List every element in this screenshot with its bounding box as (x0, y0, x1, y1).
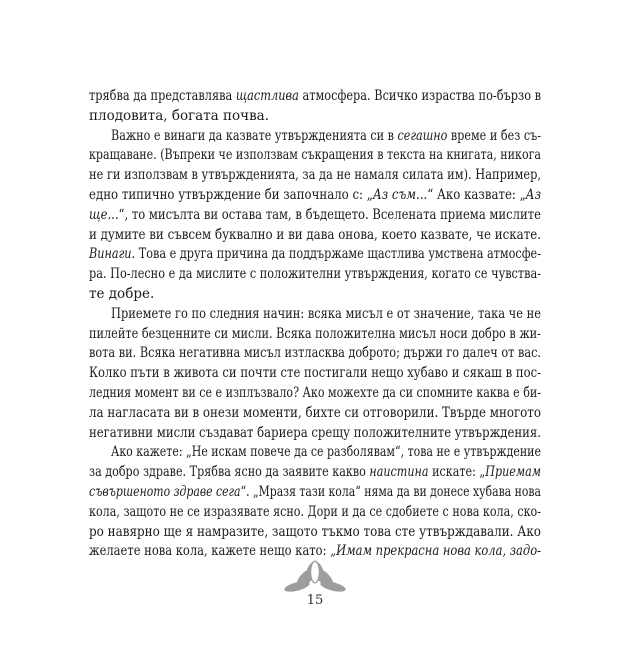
text-line: ро навярно ще я намразите, защото тъкмо това сте утвърждавали. Ако (89, 523, 541, 540)
text-line: Винаги. Това е друга причина да поддържаме щастлива умствена атмосфе- (89, 246, 542, 263)
lotus-ornament-svg (284, 559, 346, 597)
text-line: негативни мисли създават бариера срещу положителните утвърждения. (89, 424, 541, 441)
text-line: кращаване. (Въпреки че използвам съкращения в текста на книгата, никога (89, 147, 541, 164)
text-line: пилейте безценните си мисли. Всяка положителна мисъл носи добро в жи- (89, 325, 541, 342)
text-line: не ги използвам в утвържденията, за да не намаля силата им). Например, (89, 167, 541, 184)
text-line: ще...“, то мисълта ви остава там, в бъдещето. Вселената приема мислите (89, 206, 541, 223)
text-line: желаете нова кола, кажете нещо като: „Имам прекрасна нова кола, задо- (89, 543, 541, 560)
text-line: едно типично утвърждение би започнало с: „Аз съм...“ Ако казвате: „Аз (89, 186, 541, 203)
text-line: плодовита, богата почва. (89, 107, 270, 124)
text-line: те добре. (89, 285, 155, 302)
text-line: и думите ви съвсем буквално и ви дава онова, което казвате, че искате. (89, 226, 541, 243)
text-line: съвършеното здраве сега“. „Мразя тази кола“ няма да ви донесе хубава нова (89, 483, 542, 500)
text-line: за добро здраве. Трябва ясно да заявите какво наистина искате: „Приемам (89, 464, 541, 481)
text-line: трябва да представлява щастлива атмосфера. Всичко израства по-бързо в (89, 88, 541, 104)
text-line: Важно е винаги да казвате утвържденията си в сегашно време и без съ- (111, 127, 541, 144)
text-line: ра. По-лесно е да мислите с положителни утвърждения, когато се чувства- (89, 266, 541, 283)
text-line: кола, защото не се изразявате ясно. Дори и да се сдобиете с нова кола, ско- (89, 503, 541, 520)
page-number: 15 (306, 593, 324, 608)
text-block (89, 87, 541, 562)
text-line: ла нагласата ви в онези моменти, бихте си отговорили. Твърде многото (89, 404, 541, 421)
text-line: вота ви. Всяка негативна мисъл изтласква доброто; държи го далеч от вас. (89, 345, 541, 362)
text-line: Колко пъти в живота си почти сте постигали нещо хубаво и сякаш в пос- (89, 365, 541, 382)
text-line: ледния момент ви се е изплъзвало? Ако можехте да си спомните каква е би- (89, 384, 541, 401)
text-line: Ако кажете: „Не искам повече да се разболявам“, това не е утвърждение (111, 444, 541, 461)
lotus-ornament-icon (284, 559, 346, 597)
text-line: Приемете го по следния начин: всяка мисъл е от значение, така че не (111, 305, 541, 322)
